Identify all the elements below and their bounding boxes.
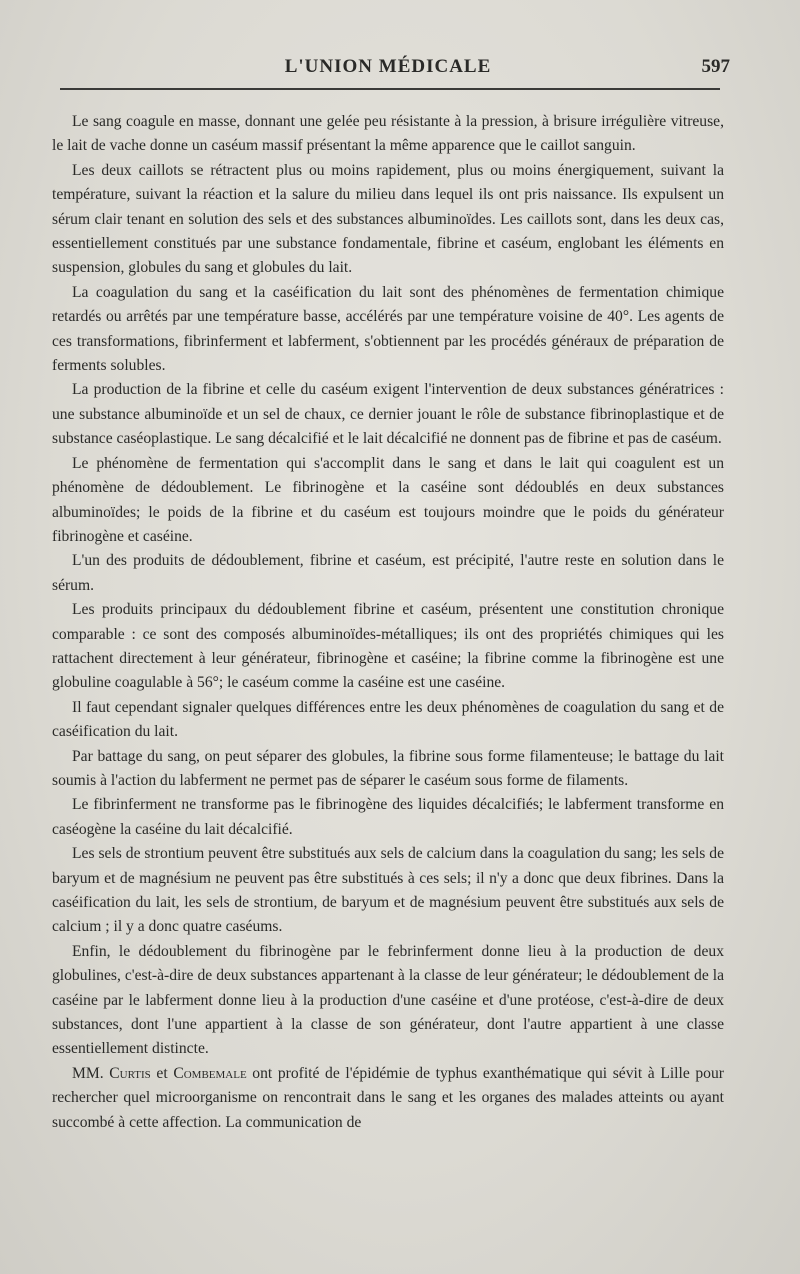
paragraph: Les sels de strontium peuvent être substitués aux sels de calcium dans la coagulation du sang; les sels de baryum et de magnésium ne peuvent pas être substitués à ces sels; il n'y a donc que deux fibrines. Dans la caséification du lait, les sels de strontium, de baryum et de magnésium peuvent être substitués aux sels de calcium ; il y a donc quatre caséums. — [52, 845, 724, 936]
paragraph: Le phénomène de fermentation qui s'accomplit dans le sang et dans le lait qui coagulent est un phénomène de dédoublement. Le fibrinogène et la caséine sont dédoublés en deux substances albuminoïdes; le poids de la fibrine et du caséum est toujours moindre que le poids du générateur fibrinogène et caséine. — [52, 454, 724, 545]
running-header — [52, 56, 730, 86]
paragraph: L'un des produits de dédoublement, fibrine et caséum, est précipité, l'autre reste en solution dans le sérum. — [52, 552, 724, 594]
journal-title: L'UNION MÉDICALE — [284, 56, 492, 77]
paragraph: Le sang coagule en masse, donnant une gelée peu résistante à la pression, à brisure irrégulière vitreuse, le lait de vache donne un caséum massif présentant la même apparence que le caillot sanguin. — [52, 113, 724, 155]
paragraph: Enfin, le dédoublement du fibrinogène par le febrinferment donne lieu à la production de deux globulines, c'est-à-dire de deux substances appartenant à la classe de leur générateur; le dédoublement de la caséine par le labferment donne lieu à la production d'une caséine et d'une protéose, c'est-à-dire de deux substances, dont l'une appartient à la classe de son générateur, dont l'autre appartient à une classe essentiellement distincte. — [52, 942, 724, 1058]
paragraph: Par battage du sang, on peut séparer des globules, la fibrine sous forme filamenteuse; le battage du lait soumis à l'action du labferment ne permet pas de séparer le caséum sous forme de filaments. — [52, 747, 724, 789]
author-name: Curtis — [109, 1064, 151, 1082]
paragraph: Les produits principaux du dédoublement fibrine et caséum, présentent une constitution chronique comparable : ce sont des composés albuminoïdes-métalliques; ils ont des propriétés chimiques qui les rattachent directement à leur générateur, fibrinogène et caséine; la fibrine comme la fibrinogène est une globuline coagulable à 56°; le caséum comme la caséine est une caséine. — [52, 601, 724, 692]
paragraph: La production de la fibrine et celle du caséum exigent l'intervention de deux substances génératrices : une substance albuminoïde et un sel de chaux, ce dernier jouant le rôle de substance fibrinoplastique et de substance caséoplastique. Le sang décalcifié et le lait décalcifié ne donnent pas de fibrine et pas de caséum. — [52, 381, 724, 448]
paragraph-authors — [52, 1062, 724, 1135]
conjunction: et — [156, 1064, 168, 1082]
paragraph: La coagulation du sang et la caséification du lait sont des phénomènes de fermentation chimique retardés ou arrêtés par une température basse, accélérés par une température voisine de 40°. Les agents de ces transformations, fibrinferment et labferment, s'obtiennent par les procédés généraux de préparation de ferments solubles. — [52, 283, 724, 375]
header-rule — [60, 88, 720, 90]
page-number: 597 — [701, 56, 730, 77]
author-name: Combemale — [173, 1064, 247, 1082]
article-body — [52, 110, 724, 1135]
paragraph: Il faut cependant signaler quelques différences entre les deux phénomènes de coagulation du sang et de caséification du lait. — [52, 698, 724, 741]
paragraph-text: ont profité de l'épidémie de typhus exanthématique qui sévit à Lille pour rechercher quel microorganisme on rencontrait dans le sang et les organes des malades atteints ou ayant succombé à cette affection. La communication de — [52, 1064, 724, 1131]
paragraph: Le fibrinferment ne transforme pas le fibrinogène des liquides décalcifiés; le labferment transforme en caséogène la caséine du lait décalcifié. — [52, 796, 724, 838]
author-prefix: MM. — [72, 1064, 104, 1082]
paragraph: Les deux caillots se rétractent plus ou moins rapidement, plus ou moins énergiquement, suivant la température, suivant la réaction et la salure du milieu dans lequel ils ont pris naissance. Ils expulsent un sérum clair tenant en solution des sels et des substances albuminoïdes. Les caillots sont, dans les deux cas, essentiellement constitués par une substance fondamentale, fibrine et caséum, englobant les éléments en suspension, globules du sang et globules du lait. — [52, 161, 724, 277]
